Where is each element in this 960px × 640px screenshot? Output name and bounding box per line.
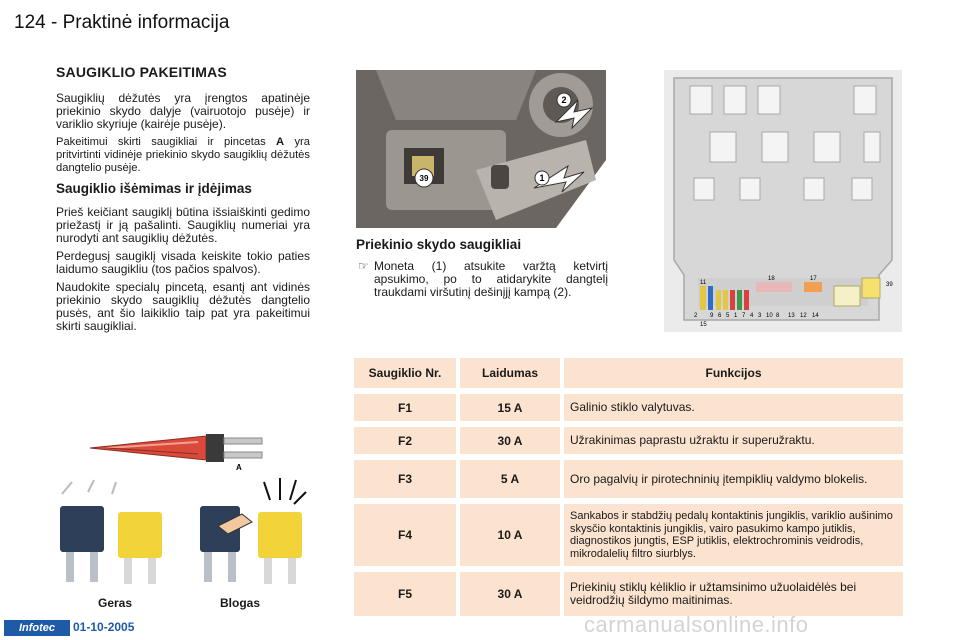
fuse-number: F1: [354, 394, 456, 421]
diagram-label-6: 6: [718, 313, 722, 319]
header-functions: Funkcijos: [564, 358, 903, 388]
fuse-rating: 30 A: [460, 427, 560, 454]
diagram-label-18: 18: [768, 276, 775, 282]
diagram-label-7: 7: [742, 313, 746, 319]
paragraph-blown-fuse: Perdegusį saugiklį visada keiskite tokio paties laidumo saugikliu (tos pačios spalvos).: [56, 249, 310, 276]
diagram-label-5: 5: [726, 313, 730, 319]
fuse-number: F3: [354, 460, 456, 498]
fuse-rating: 30 A: [460, 572, 560, 616]
paragraph-before-replacing: Prieš keičiant saugiklį būtina išsiaiškinti gedimo priežastį ir ją pašalinti. Saugiklių numeriai yra nurodyti ant saugiklių dėžutės.: [56, 205, 310, 245]
diagram-label-14: 14: [812, 313, 819, 319]
diagram-label-4: 4: [750, 313, 754, 319]
fuse-table: [354, 358, 903, 622]
table-row: [354, 460, 903, 498]
left-column: [56, 64, 310, 338]
footer-date: 01-10-2005: [73, 620, 135, 634]
good-fuse-yellow: [118, 512, 162, 584]
diagram-label-8: 8: [776, 313, 780, 319]
table-header-row: [354, 358, 903, 388]
diagram-label-3: 3: [758, 313, 762, 319]
fuse-box-diagram: [664, 70, 902, 332]
tweezer-ref-label: A: [276, 136, 285, 148]
fuse-rating: 5 A: [460, 460, 560, 498]
page-number: 124: [14, 12, 46, 33]
fuse-condition-illustration: [52, 478, 310, 590]
photo-label-2: 2: [561, 95, 567, 105]
instruction-bullet: [356, 260, 608, 299]
fuse-function: Sankabos ir stabdžių pedalų kontaktinis jungiklis, variklio aušinimo skysčio kontaktinis jungiklis, vairo pasukimo kampo jutiklis, diagnostikos jungtis, ESP jutiklis, elektrochrominis veidrodis, mikrodalelių filtro siurblys.: [564, 504, 903, 566]
photo-label-1: 1: [539, 173, 545, 183]
fuse-number: F5: [354, 572, 456, 616]
good-fuse-dark: [60, 506, 104, 582]
section-heading-fuse-replacement: SAUGIKLIO PAKEITIMAS: [56, 64, 227, 80]
page-header: [14, 12, 229, 34]
pointing-hand-icon: ☞: [358, 259, 369, 273]
instruction-text: Moneta (1) atsukite varžtą ketvirtį apsukimo, po to atidarykite dangtelį traukdami viršutinį dešinįjį kampą (2).: [374, 259, 608, 299]
fuse-function: Oro pagalvių ir pirotechninių įtempiklių valdymo blokelis.: [564, 460, 903, 498]
subheading-removal: Saugiklio išėmimas ir įdėjimas: [56, 181, 252, 196]
fuse-function: Užrakinimas paprastu užraktu ir superužraktu.: [564, 427, 903, 454]
fuse-rating: 10 A: [460, 504, 560, 566]
diagram-label-10: 10: [766, 313, 773, 319]
fuse-rating: 15 A: [460, 394, 560, 421]
diagram-label-9: 9: [710, 313, 714, 319]
table-row: [354, 504, 903, 566]
diagram-label-39: 39: [886, 282, 893, 288]
paragraph-spare-fuses: [56, 136, 310, 175]
diagram-label-11: 11: [700, 280, 707, 286]
header-separator: -: [50, 12, 58, 33]
header-fuse-number: Saugiklio Nr.: [354, 358, 456, 388]
paragraph-fuse-boxes: Saugiklių dėžutės yra įrengtos apatinėje priekinio skydo dalyje (vairuotojo pusėje) ir variklio skyriuje (kairėje pusėje).: [56, 91, 310, 131]
table-row: [354, 572, 903, 616]
watermark: carmanualsonline.info: [584, 612, 809, 637]
tweezer-illustration: [86, 426, 272, 470]
fuse-number: F2: [354, 427, 456, 454]
diagram-label-2: 2: [694, 313, 698, 319]
dashboard-photo: [356, 70, 606, 228]
caption-bad: Blogas: [220, 596, 261, 610]
bad-fuse-yellow: [258, 512, 302, 584]
diagram-label-12: 12: [800, 313, 807, 319]
fuse-number: F4: [354, 504, 456, 566]
photo-label-39: 39: [419, 174, 429, 183]
diagram-label-17: 17: [810, 276, 817, 282]
header-rating: Laidumas: [460, 358, 560, 388]
spare-fuses-text: Pakeitimui skirti saugikliai ir pincetas: [56, 136, 266, 148]
diagram-label-15: 15: [700, 322, 707, 328]
table-row: [354, 427, 903, 454]
paragraph-use-tweezers: Naudokite specialų pincetą, esantį ant vidinės priekinio skydo saugiklių dėžutės dangtelio pusės, ant šio laikiklio taip pat yra pakeitimui skirti saugikliai.: [56, 280, 310, 333]
infotec-logo: Infotec: [4, 620, 70, 636]
diagram-label-13: 13: [788, 313, 795, 319]
fuse-function: Priekinių stiklų kėliklio ir užtamsinimo užuolaidėlės bei veidrodžių šildymo maitinimas.: [564, 572, 903, 616]
diagram-label-1: 1: [734, 313, 738, 319]
fuse-function: Galinio stiklo valytuvas.: [564, 394, 903, 421]
spare-fuses-text-2: yra pritvirtinti vidinėje priekinio skydo saugiklių dėžutės dangtelio pusėje.: [56, 136, 310, 174]
section-title-front-panel-fuses: Priekinio skydo saugikliai: [356, 237, 522, 252]
page-title: Praktinė informacija: [62, 12, 230, 33]
bad-fuse-dark: [200, 506, 252, 582]
table-row: [354, 394, 903, 421]
caption-good: Geras: [98, 596, 133, 610]
tweezer-label: A: [236, 463, 242, 470]
